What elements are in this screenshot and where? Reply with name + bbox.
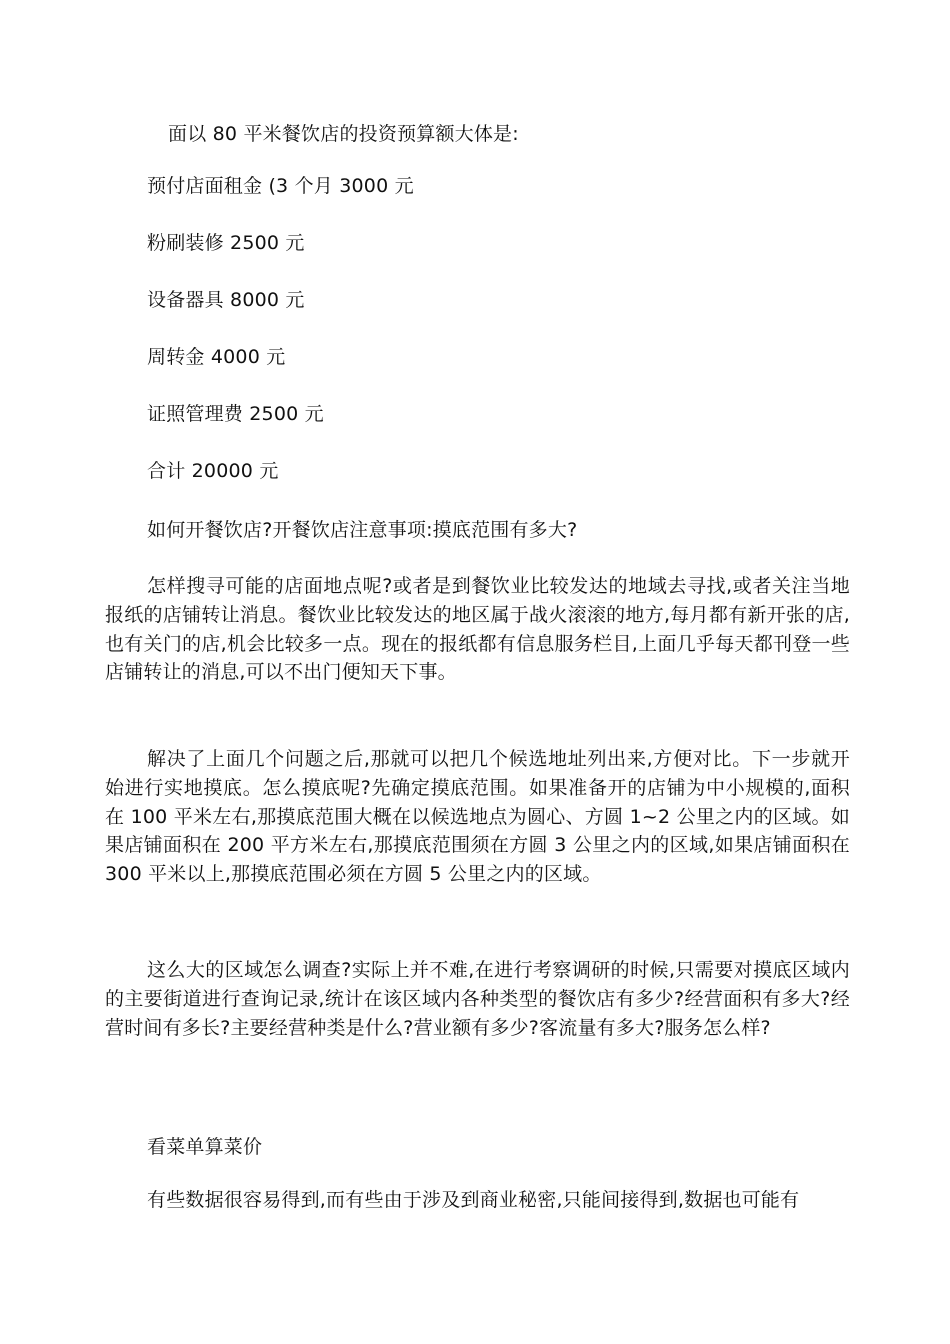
paragraph-data-start: 有些数据很容易得到,而有些由于涉及到商业秘密,只能间接得到,数据也可能有 <box>147 1189 800 1211</box>
section-heading: 如何开餐饮店?开餐饮店注意事项:摸底范围有多大? <box>147 519 578 541</box>
budget-item-total: 合计 20000 元 <box>147 460 279 482</box>
paragraph-survey-range: 解决了上面几个问题之后,那就可以把几个候选地址列出来,方便对比。下一步就开始进行实地摸底。怎么摸底呢?先确定摸底范围。如果准备开的店铺为中小规模的,面积在 100 平米左右,那摸底范围大概在以候选地点为圆心、方圆 1~2 公里之内的区域。如果店铺面积在 200 平方米左右,那摸底范围须在方圆 3 公里之内的区域,如果店铺面积在 300 平米以上,那摸底范围必须在方圆 5 公里之内的区域。 <box>105 748 850 886</box>
paragraph-search-location: 怎样搜寻可能的店面地点呢?或者是到餐饮业比较发达的地域去寻找,或者关注当地报纸的店铺转让消息。餐饮业比较发达的地区属于战火滚滚的地方,每月都有新开张的店,也有关门的店,机会比较多一点。现在的报纸都有信息服务栏目,上面几乎每天都刊登一些店铺转让的消息,可以不出门便知天下事。 <box>105 575 850 684</box>
budget-item-license-fee: 证照管理费 2500 元 <box>147 403 324 425</box>
subheading-menu-price: 看菜单算菜价 <box>147 1136 263 1158</box>
paragraph-investigation: 这么大的区域怎么调查?实际上并不难,在进行考察调研的时候,只需要对摸底区域内的主要街道进行查询记录,统计在该区域内各种类型的餐饮店有多少?经营面积有多大?经营时间有多长?主要经营种类是什么?营业额有多少?客流量有多大?服务怎么样? <box>105 959 850 1039</box>
budget-item-working-capital: 周转金 4000 元 <box>147 346 286 368</box>
budget-item-rent: 预付店面租金 (3 个月 3000 元 <box>147 175 414 197</box>
budget-item-equipment: 设备器具 8000 元 <box>147 289 305 311</box>
intro-line: 面以 80 平米餐饮店的投资预算额大体是: <box>168 123 519 145</box>
budget-item-decoration: 粉刷装修 2500 元 <box>147 232 305 254</box>
